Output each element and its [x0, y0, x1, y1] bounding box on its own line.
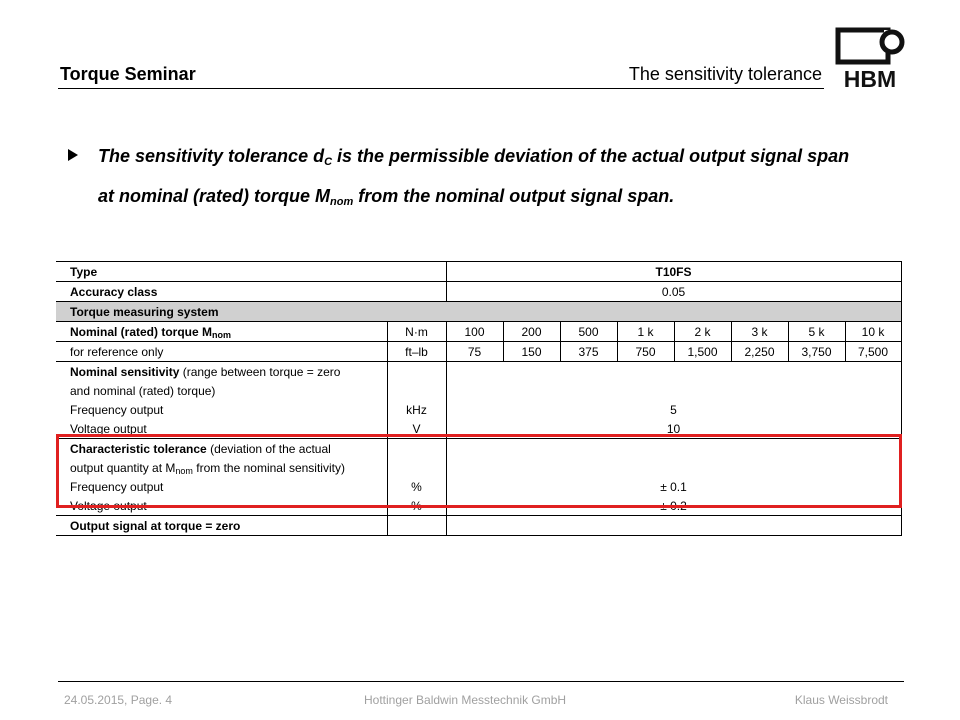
table-row — [56, 516, 901, 536]
table-cell: 750 — [617, 342, 674, 362]
accuracy-value: 0.05 — [446, 282, 901, 302]
output-label: Output signal at torque = zero — [56, 516, 387, 536]
volt-unit: V — [387, 419, 446, 439]
table-row — [56, 342, 901, 362]
hbm-logo — [834, 28, 906, 90]
type-value: T10FS — [446, 262, 901, 282]
table-cell: 375 — [560, 342, 617, 362]
table-cell — [446, 362, 901, 382]
char-volt-value: ± 0.2 — [446, 496, 901, 516]
bullet-point — [68, 136, 858, 216]
sensitivity-note: and nominal (rated) torque) — [56, 381, 387, 400]
reference-label: for reference only — [56, 342, 387, 362]
footer-author: Klaus Weissbrodt — [794, 693, 888, 707]
table-cell: 2,250 — [731, 342, 788, 362]
highlight-box — [56, 434, 902, 508]
sensitivity-label: Nominal sensitivity (range between torque = zero — [56, 362, 387, 382]
section-label: Torque measuring system — [56, 302, 901, 322]
bullet-text: The sensitivity tolerance $d_C$ is the permissible deviation of the actual output signal span at nominal (rated) torque $M_{nom}$ from the nominal output signal span. — [98, 146, 850, 208]
table-cell: 200 — [503, 322, 560, 342]
table-cell: 1 k — [617, 322, 674, 342]
footer-divider — [58, 681, 904, 682]
table-row — [56, 362, 901, 382]
table-cell: 1,500 — [674, 342, 731, 362]
table-cell: 75 — [446, 342, 503, 362]
nominal-unit: N·m — [387, 322, 446, 342]
slide-title: Torque Seminar — [60, 64, 196, 84]
char-note: output quantity at $M_{nom}$ from the nominal sensitivity) — [56, 458, 387, 477]
type-label: Type — [56, 262, 446, 282]
table-cell — [446, 516, 901, 536]
accuracy-label: Accuracy class — [56, 282, 446, 302]
freq-value: 5 — [446, 400, 901, 419]
table-cell: 500 — [560, 322, 617, 342]
table-cell: 7,500 — [845, 342, 901, 362]
char-label: Characteristic tolerance (deviation of the actual — [56, 439, 387, 459]
volt-label: Voltage output — [56, 419, 387, 439]
table-cell — [387, 362, 446, 382]
table-cell: 10 k — [845, 322, 901, 342]
table-row — [56, 282, 901, 302]
bullet-arrow-icon — [68, 149, 78, 161]
char-freq-unit: % — [387, 477, 446, 496]
table-cell: 150 — [503, 342, 560, 362]
char-freq-label: Frequency output — [56, 477, 387, 496]
char-volt-label: Voltage output — [56, 496, 387, 516]
freq-label: Frequency output — [56, 400, 387, 419]
freq-unit: kHz — [387, 400, 446, 419]
table-row — [56, 322, 901, 342]
table-cell — [387, 516, 446, 536]
logo-text: HBM — [843, 66, 897, 92]
char-freq-value: ± 0.1 — [446, 477, 901, 496]
slide-subtitle: The sensitivity tolerance — [628, 64, 822, 84]
table-row — [56, 400, 901, 419]
volt-value: 10 — [446, 419, 901, 439]
char-volt-unit: % — [387, 496, 446, 516]
table-row — [56, 262, 901, 282]
footer-date-page: 24.05.2015, Page. 4 — [64, 693, 173, 707]
reference-unit: ft–lb — [387, 342, 446, 362]
table-row — [56, 302, 901, 322]
table-cell: 100 — [446, 322, 503, 342]
footer-company: Hottinger Baldwin Messtechnik GmbH — [364, 693, 567, 707]
table-cell: 3 k — [731, 322, 788, 342]
table-cell — [446, 381, 901, 400]
table-cell: 3,750 — [788, 342, 845, 362]
table-cell — [387, 381, 446, 400]
table-cell: 5 k — [788, 322, 845, 342]
table-cell: 2 k — [674, 322, 731, 342]
header-divider — [58, 88, 824, 89]
nominal-label: Nominal (rated) torque $M_{nom}$ — [56, 322, 387, 342]
table-row — [56, 381, 901, 400]
